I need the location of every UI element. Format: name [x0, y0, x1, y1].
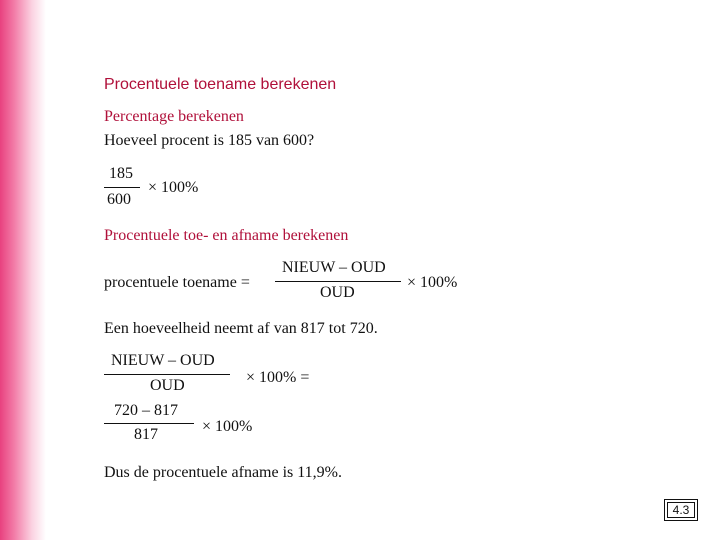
fraction1-numerator: 185 — [109, 165, 133, 182]
formula-label: procentuele toename = — [104, 274, 250, 291]
example-fraction2-multiplier: × 100% — [202, 418, 253, 435]
example-statement: Een hoeveelheid neemt af van 817 tot 720. — [104, 320, 378, 337]
formula-denominator: OUD — [320, 284, 355, 301]
fraction1-bar — [104, 187, 140, 188]
formula-multiplier: × 100% — [407, 274, 458, 291]
section-heading-change: Procentuele toe- en afname berekenen — [104, 227, 349, 244]
decorative-sidebar — [0, 0, 46, 540]
fraction1-multiplier: × 100% — [148, 179, 199, 196]
formula-numerator: NIEUW – OUD — [282, 259, 386, 276]
page-number-label: 4.3 — [667, 502, 695, 518]
page-title: Procentuele toename berekenen — [104, 76, 337, 93]
page-number-badge — [664, 499, 698, 521]
example-fraction2-numerator: 720 – 817 — [114, 402, 178, 419]
example-fraction1-numerator: NIEUW – OUD — [111, 352, 215, 369]
example-fraction2-denominator: 817 — [134, 426, 158, 443]
example-fraction1-bar — [104, 374, 230, 375]
example-fraction2-bar — [104, 423, 194, 424]
section-heading-percentage: Percentage berekenen — [104, 108, 244, 125]
conclusion-text: Dus de procentuele afname is 11,9%. — [104, 464, 342, 481]
question-text: Hoeveel procent is 185 van 600? — [104, 132, 315, 149]
fraction1-denominator: 600 — [107, 191, 131, 208]
formula-fraction-bar — [275, 281, 401, 282]
example-fraction1-multiplier: × 100% = — [246, 369, 310, 386]
example-fraction1-denominator: OUD — [150, 377, 185, 394]
